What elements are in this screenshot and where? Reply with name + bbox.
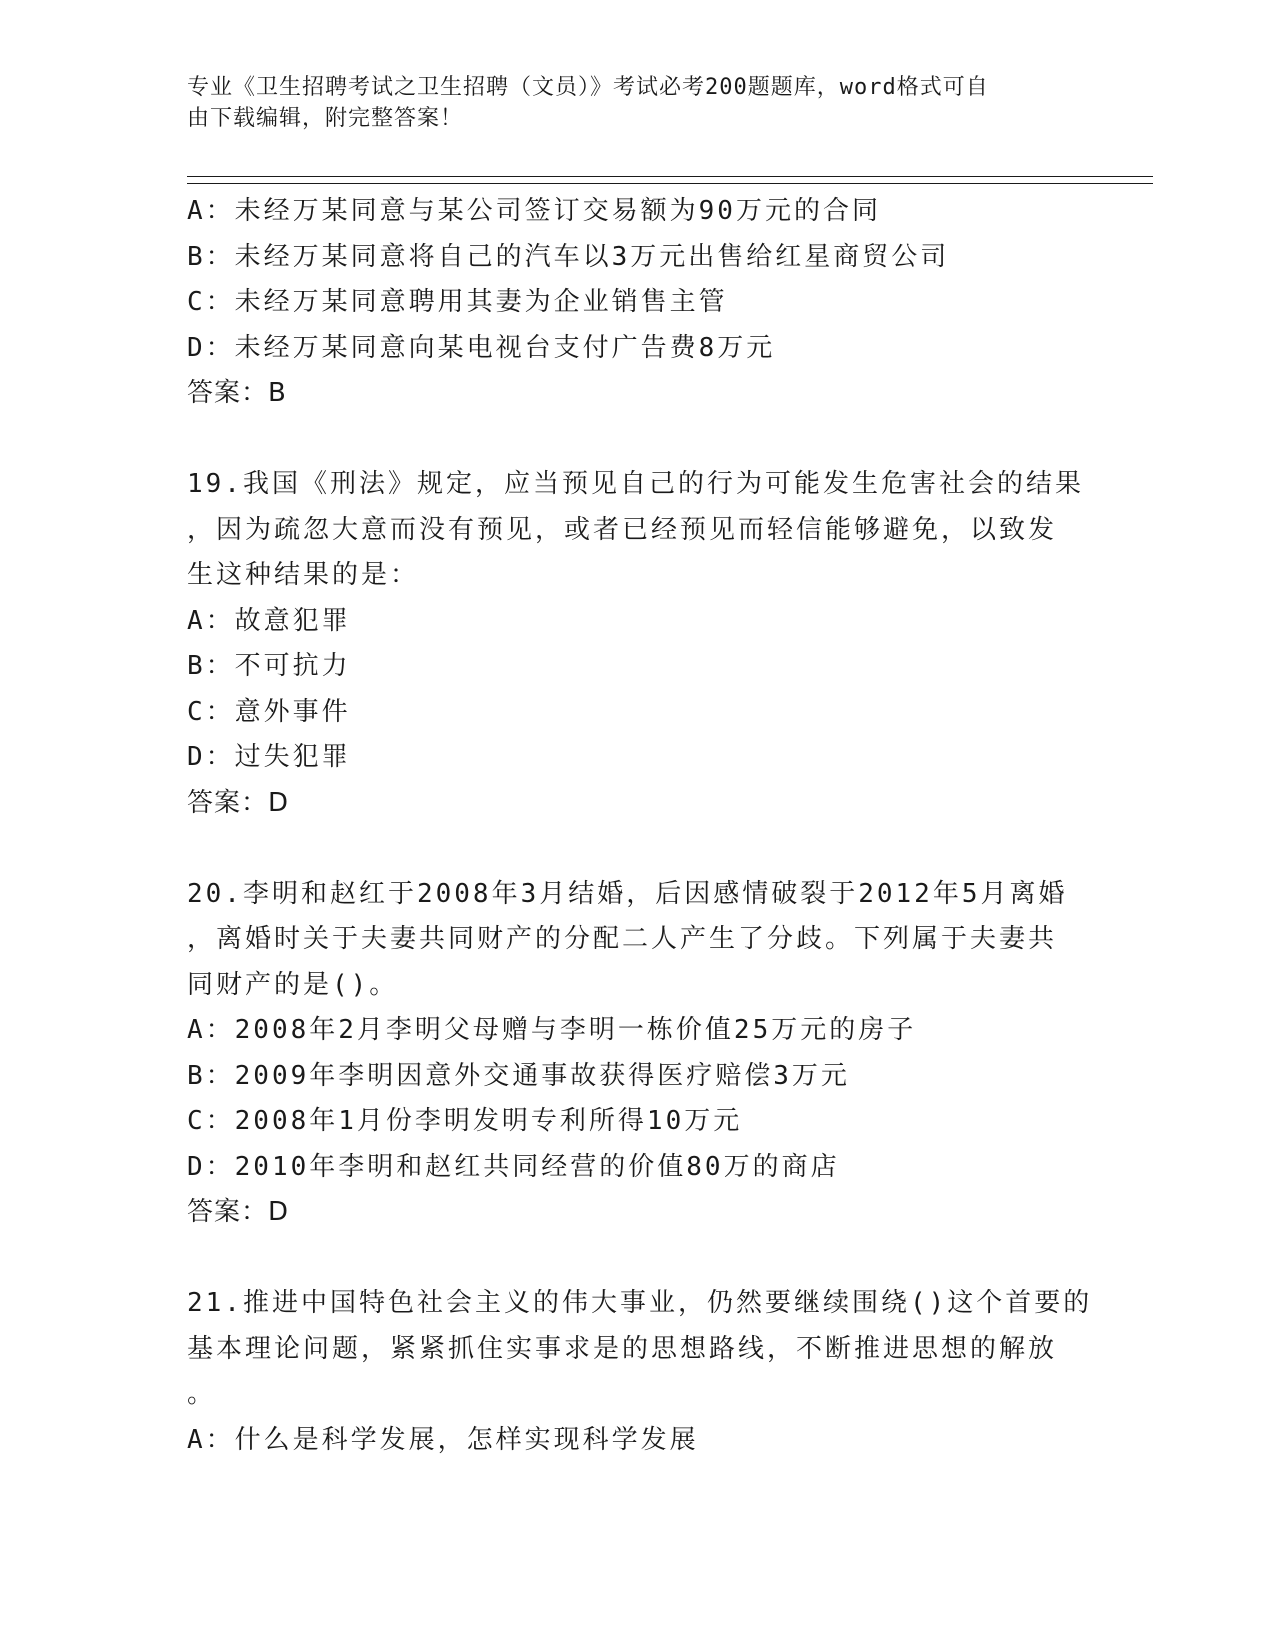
option-d: D：2010年李明和赵红共同经营的价值80万的商店 [187, 1151, 840, 1182]
question-stem: ，离婚时关于夫妻共同财产的分配二人产生了分歧。下列属于夫妻共 [187, 924, 1058, 954]
question-stem: 生这种结果的是： [187, 560, 420, 590]
answer: 答案：B [187, 378, 287, 408]
answer: 答案：D [187, 787, 290, 818]
spacer [187, 417, 1067, 463]
question-stem: 20.李明和赵红于2008年3月结婚，后因感情破裂于2012年5月离婚 [187, 878, 1068, 909]
question-18 [187, 189, 1067, 417]
question-stem: 同财产的是()。 [187, 969, 399, 1000]
header-line-1: 专业《卫生招聘考试之卫生招聘（文员）》考试必考200题题库，word格式可自 [187, 75, 989, 100]
option-c: C：未经万某同意聘用其妻为企业销售主管 [187, 287, 728, 317]
question-19 [187, 462, 1084, 826]
question-20 [187, 872, 1067, 1236]
option-d: D：过失犯罪 [187, 742, 351, 772]
option-a: A：未经万某同意与某公司签订交易额为90万元的合同 [187, 196, 881, 226]
question-21 [187, 1281, 1093, 1463]
question-stem: 21.推进中国特色社会主义的伟大事业，仍然要继续围绕()这个首要的 [187, 1288, 1093, 1318]
spacer [187, 1236, 1067, 1282]
question-stem: 19.我国《刑法》规定，应当预见自己的行为可能发生危害社会的结果 [187, 469, 1084, 499]
option-c: C：2008年1月份李明发明专利所得10万元 [187, 1106, 743, 1136]
option-a: A：故意犯罪 [187, 605, 351, 636]
answer: 答案：D [187, 1197, 290, 1227]
question-list [187, 189, 1093, 1463]
header-divider-top [187, 176, 1153, 177]
header-divider-bottom [187, 183, 1153, 184]
option-c: C：意外事件 [187, 696, 351, 727]
option-b: B：未经万某同意将自己的汽车以3万元出售给红星商贸公司 [187, 241, 950, 272]
option-b: B：不可抗力 [187, 651, 351, 681]
document-header [187, 72, 1067, 134]
option-a: A：什么是科学发展，怎样实现科学发展 [187, 1424, 699, 1455]
question-stem: ，因为疏忽大意而没有预见，或者已经预见而轻信能够避免，以致发 [187, 514, 1058, 545]
question-stem: 。 [187, 1379, 217, 1409]
option-b: B：2009年李明因意外交通事故获得医疗赔偿3万元 [187, 1060, 850, 1091]
header-line-2: 由下载编辑，附完整答案！ [187, 106, 464, 131]
question-stem: 基本理论问题，紧紧抓住实事求是的思想路线，不断推进思想的解放 [187, 1333, 1058, 1364]
option-d: D：未经万某同意向某电视台支付广告费8万元 [187, 332, 776, 363]
spacer [187, 826, 1067, 872]
option-a: A：2008年2月李明父母赠与李明一栋价值25万元的房子 [187, 1015, 917, 1045]
